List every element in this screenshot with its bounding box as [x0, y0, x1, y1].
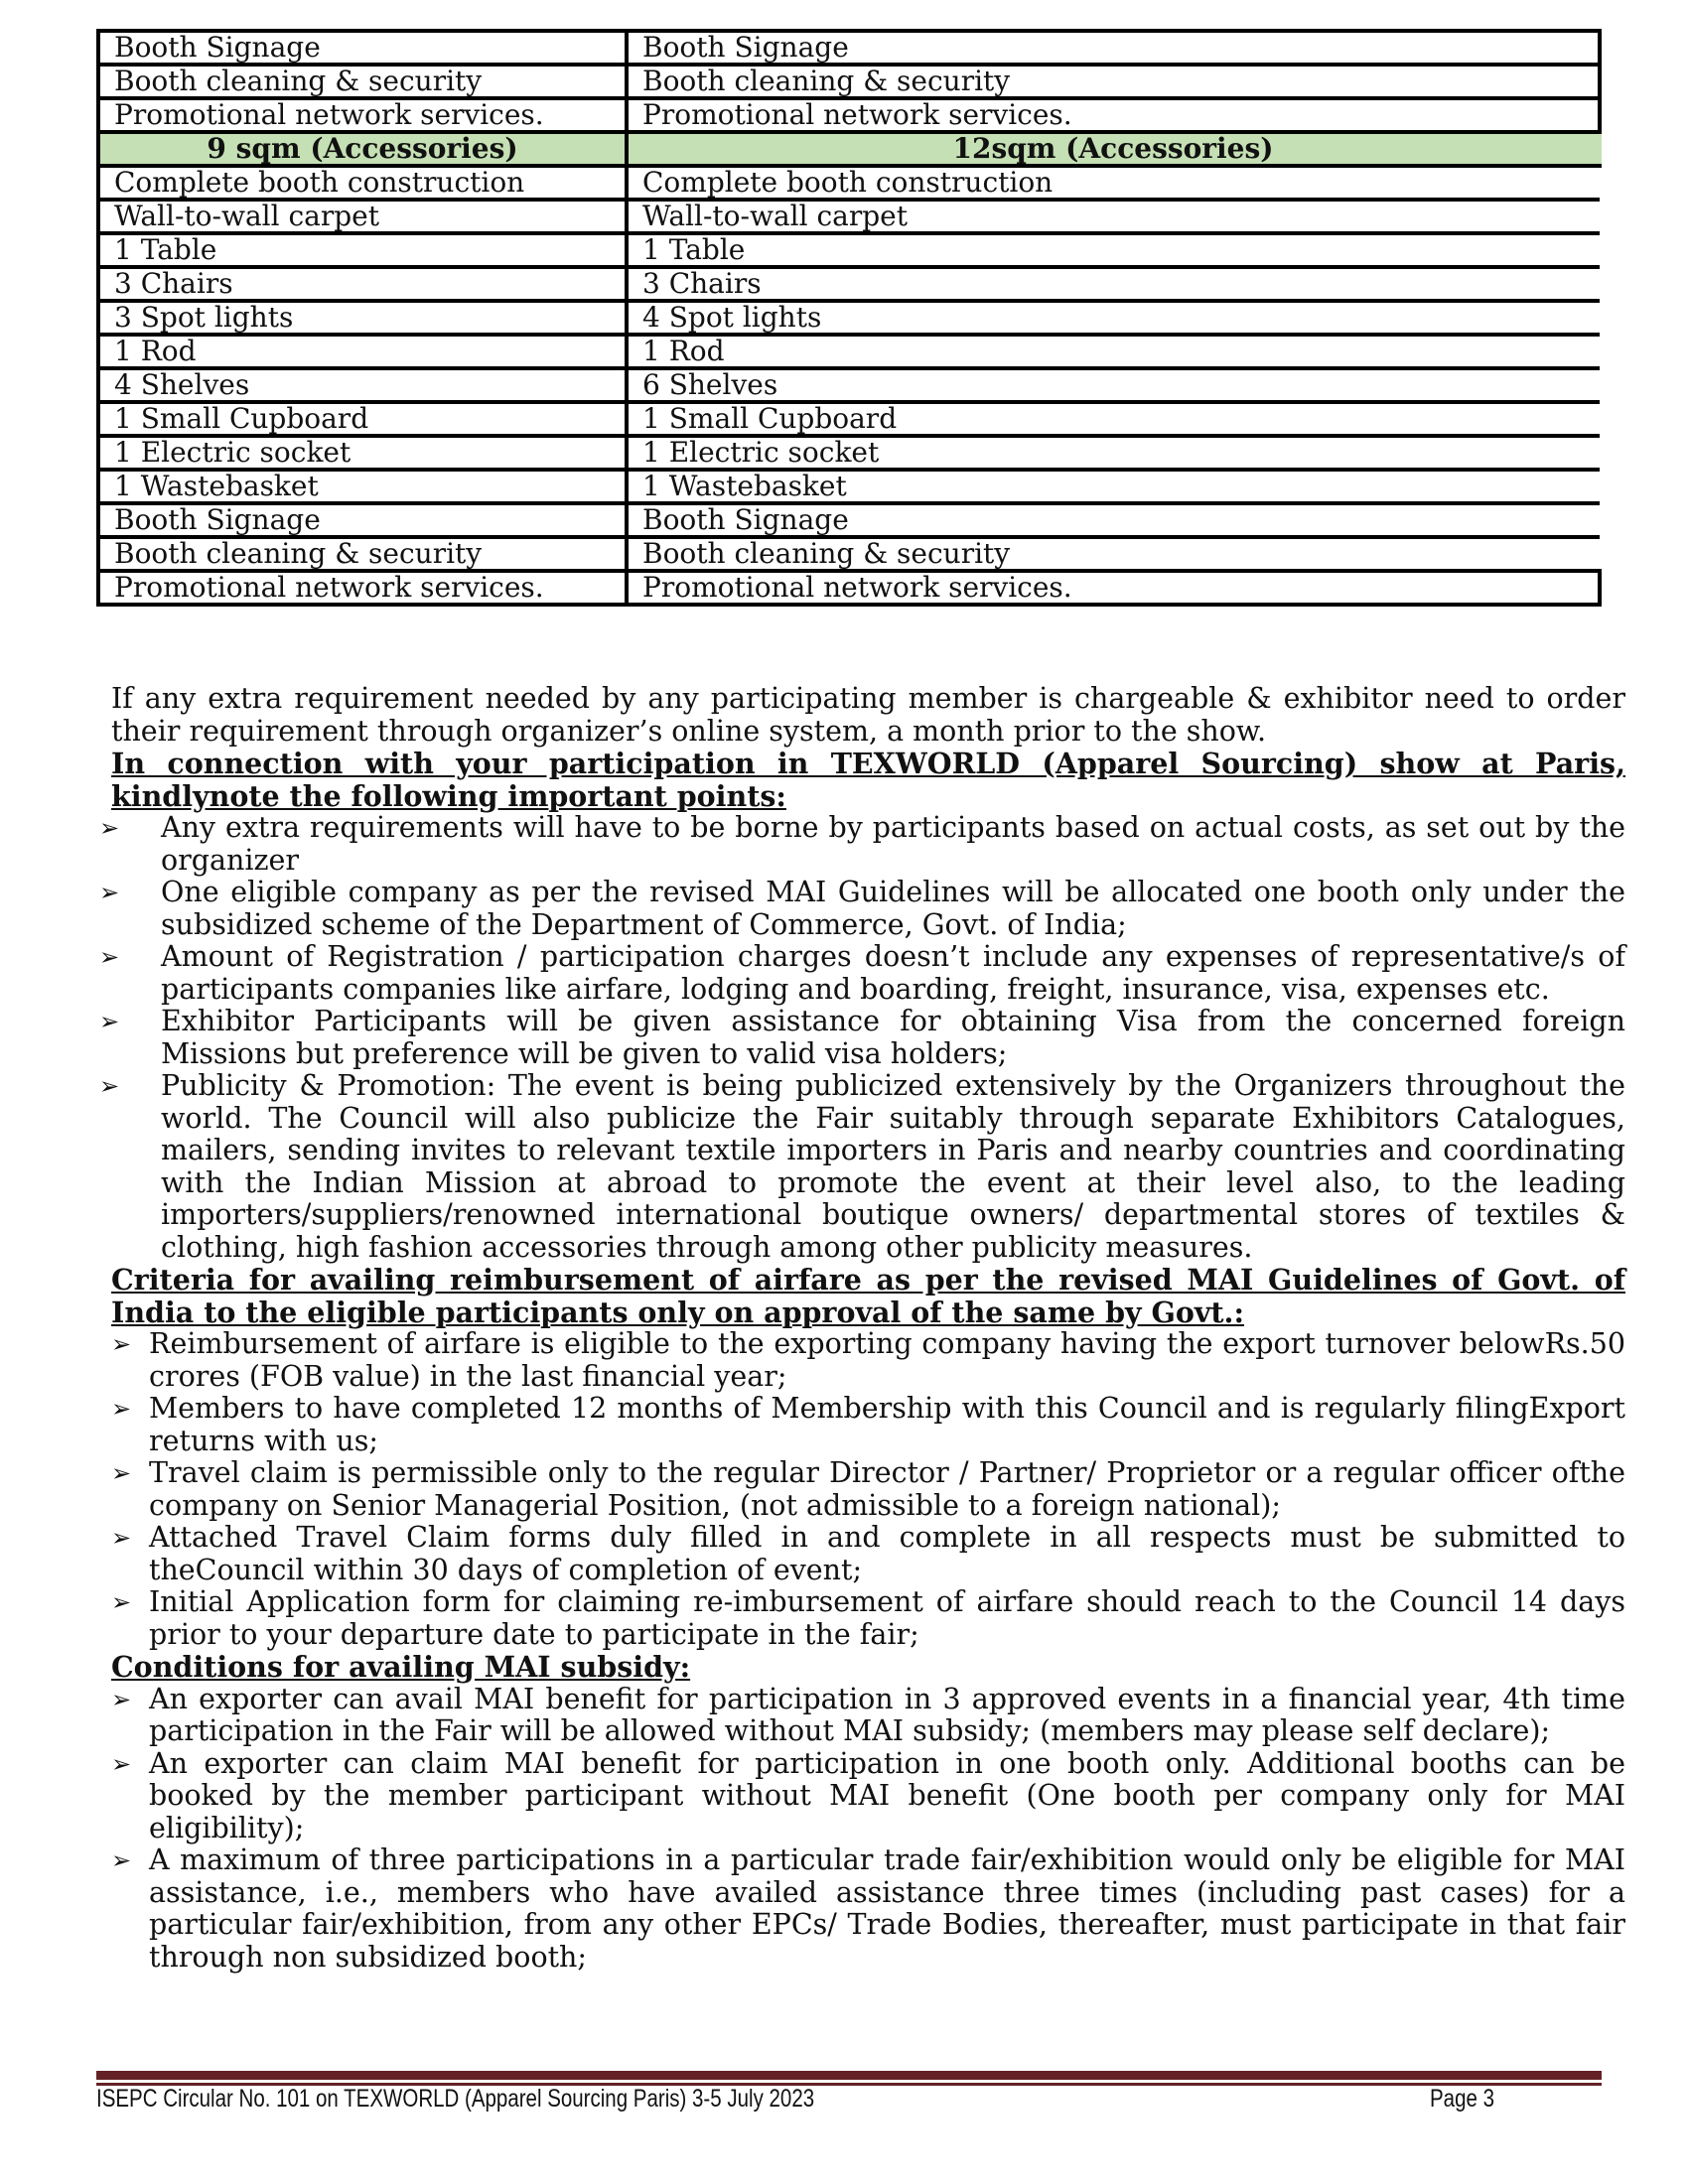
table-row	[98, 166, 1600, 200]
list-item	[111, 1393, 1625, 1457]
list-item	[111, 1748, 1625, 1845]
list-item-text: Publicity & Promotion: The event is being publicized extensively by the Organizers throughout the world. The Council will also publicize the Fair suitably through separate Exhibitors Catalogues, mailers, sending invites to relevant textile importers in Paris and nearby countries and coordinating with the Indian Mission at abroad to promote the event at their level also, to the leading importers/suppliers/renowned international boutique owners/ departmental stores of textiles & clothing, high fashion accessories through among other publicity measures.	[161, 1069, 1625, 1264]
list-item-text: Any extra requirements will have to be borne by participants based on actual costs, as set out by the organizer	[161, 811, 1625, 877]
table-row	[98, 31, 1600, 65]
table-cell: 1 Rod	[98, 335, 627, 368]
list-item	[99, 940, 1625, 1006]
table-cell: Wall-to-wall carpet	[98, 200, 627, 233]
table-cell: 1 Table	[627, 233, 1600, 267]
table-cell: Booth Signage	[627, 31, 1600, 65]
booth-accessories-table	[96, 29, 1602, 607]
document-body	[99, 682, 1625, 1974]
table-cell: Complete booth construction	[627, 166, 1600, 200]
section-heading-airfare-criteria: Criteria for availing reimbursement of airfare as per the revised MAI Guidelines of Govt. of India to the eligible participants only on approval of the same by Govt.:	[111, 1263, 1625, 1329]
arrow-bullet-icon: ➢	[111, 1588, 132, 1616]
list-item-text: Attached Travel Claim forms duly filled in and complete in all respects must be submitted to theCouncil within 30 days of completion of event;	[149, 1521, 1625, 1586]
table-header-row	[98, 132, 1600, 166]
table-cell: Complete booth construction	[98, 166, 627, 200]
table-cell: Promotional network services.	[627, 98, 1600, 132]
table-cell: Promotional network services.	[627, 571, 1600, 605]
table-cell: Booth Signage	[98, 31, 627, 65]
table-row	[98, 368, 1600, 402]
table-row	[98, 470, 1600, 503]
arrow-bullet-icon: ➢	[111, 1459, 132, 1487]
list-item	[111, 1684, 1625, 1748]
table-row	[98, 200, 1600, 233]
table-cell: Promotional network services.	[98, 98, 627, 132]
list-item-text: Amount of Registration / participation charges doesn’t include any expenses of representative/s of participants companies like airfare, lodging and boarding, freight, insurance, visa, expenses etc.	[161, 940, 1625, 1006]
important-points-list	[99, 811, 1625, 1264]
table-cell: Booth Signage	[98, 503, 627, 537]
list-item-text: Travel claim is permissible only to the regular Director / Partner/ Proprietor or a regular officer ofthe company on Senior Managerial Position, (not admissible to a foreign national);	[149, 1456, 1625, 1522]
arrow-bullet-icon: ➢	[111, 1749, 132, 1778]
table-row	[98, 503, 1600, 537]
table-row	[98, 537, 1600, 571]
arrow-bullet-icon: ➢	[111, 1685, 132, 1713]
table-cell: Promotional network services.	[98, 571, 627, 605]
table-row	[98, 301, 1600, 335]
section-heading-mai-conditions: Conditions for availing MAI subsidy:	[111, 1650, 691, 1684]
intro-paragraph: If any extra requirement needed by any participating member is chargeable & exhibitor need to order their requirement through organizer’s online system, a month prior to the show.	[111, 682, 1625, 748]
table-cell: 1 Electric socket	[98, 436, 627, 470]
list-item-text: An exporter can claim MAI benefit for participation in one booth only. Additional booths can be booked by the member participant without MAI benefit (One booth per company only for MAI eligibility);	[149, 1746, 1625, 1844]
airfare-criteria-list	[111, 1328, 1625, 1651]
table-cell: 3 Spot lights	[98, 301, 627, 335]
footer-rule-thick	[96, 2071, 1602, 2080]
table-cell: Booth cleaning & security	[98, 537, 627, 571]
list-item-text: An exporter can avail MAI benefit for participation in 3 approved events in a financial year, 4th time participation in the Fair will be allowed without MAI subsidy; (members may please self declare);	[149, 1682, 1625, 1747]
list-item	[99, 876, 1625, 941]
list-item	[111, 1328, 1625, 1393]
list-item	[99, 1005, 1625, 1070]
list-item	[111, 1586, 1625, 1651]
table-cell: Booth cleaning & security	[98, 65, 627, 98]
table-header-cell: 12sqm (Accessories)	[627, 132, 1600, 166]
arrow-bullet-icon: ➢	[111, 1395, 132, 1423]
section-heading-important-points: In connection with your participation in TEXWORLD (Apparel Sourcing) show at Paris, kindlynote the following important points:	[111, 747, 1625, 813]
table-row	[98, 233, 1600, 267]
table-cell: Booth cleaning & security	[627, 65, 1600, 98]
footer-circular-title: ISEPC Circular No. 101 on TEXWORLD (Apparel Sourcing Paris) 3-5 July 2023	[96, 2085, 815, 2113]
table-cell: 3 Chairs	[627, 267, 1600, 301]
table-row	[98, 65, 1600, 98]
table-cell: 1 Small Cupboard	[627, 402, 1600, 436]
table-cell: 1 Wastebasket	[98, 470, 627, 503]
table-row	[98, 267, 1600, 301]
list-item	[99, 811, 1625, 877]
list-item-text: Reimbursement of airfare is eligible to the exporting company having the export turnover belowRs.50 crores (FOB value) in the last financial year;	[149, 1327, 1625, 1393]
table-row	[98, 98, 1600, 132]
arrow-bullet-icon: ➢	[111, 1330, 132, 1358]
list-item-text: A maximum of three participations in a particular trade fair/exhibition would only be eligible for MAI assistance, i.e., members who have availed assistance three times (including past cases) for a particular fair/exhibition, from any other EPCs/ Trade Bodies, thereafter, must participate in that fair through non subsidized booth;	[149, 1843, 1625, 1974]
list-item-text: Initial Application form for claiming re-imbursement of airfare should reach to the Council 14 days prior to your departure date to participate in the fair;	[149, 1585, 1625, 1651]
table-row	[98, 402, 1600, 436]
table-cell: 4 Shelves	[98, 368, 627, 402]
arrow-bullet-icon: ➢	[111, 1524, 132, 1552]
table-row	[98, 335, 1600, 368]
arrow-bullet-icon: ➢	[99, 879, 120, 906]
table-cell: 1 Wastebasket	[627, 470, 1600, 503]
table-cell: Booth cleaning & security	[627, 537, 1600, 571]
footer-page-number: Page 3	[1430, 2085, 1494, 2113]
arrow-bullet-icon: ➢	[99, 943, 120, 971]
list-item	[111, 1457, 1625, 1522]
list-item-text: Members to have completed 12 months of Membership with this Council and is regularly filingExport returns with us;	[149, 1392, 1625, 1457]
table-cell: 3 Chairs	[98, 267, 627, 301]
table-cell: 4 Spot lights	[627, 301, 1600, 335]
table-cell: Booth Signage	[627, 503, 1600, 537]
table-cell: Wall-to-wall carpet	[627, 200, 1600, 233]
arrow-bullet-icon: ➢	[99, 1008, 120, 1035]
list-item-text: Exhibitor Participants will be given assistance for obtaining Visa from the concerned foreign Missions but preference will be given to valid visa holders;	[161, 1005, 1625, 1070]
list-item-text: One eligible company as per the revised MAI Guidelines will be allocated one booth only under the subsidized scheme of the Department of Commerce, Govt. of India;	[161, 876, 1625, 941]
arrow-bullet-icon: ➢	[111, 1846, 132, 1874]
mai-conditions-list	[111, 1684, 1625, 1975]
list-item	[111, 1844, 1625, 1974]
table-cell: 1 Table	[98, 233, 627, 267]
table-cell: 1 Small Cupboard	[98, 402, 627, 436]
list-item	[99, 1069, 1625, 1264]
list-item	[111, 1522, 1625, 1586]
table-row	[98, 436, 1600, 470]
arrow-bullet-icon: ➢	[99, 1072, 120, 1100]
table-row	[98, 571, 1600, 605]
table-header-cell: 9 sqm (Accessories)	[98, 132, 627, 166]
table-cell: 6 Shelves	[627, 368, 1600, 402]
table-cell: 1 Electric socket	[627, 436, 1600, 470]
table-cell: 1 Rod	[627, 335, 1600, 368]
arrow-bullet-icon: ➢	[99, 814, 120, 842]
